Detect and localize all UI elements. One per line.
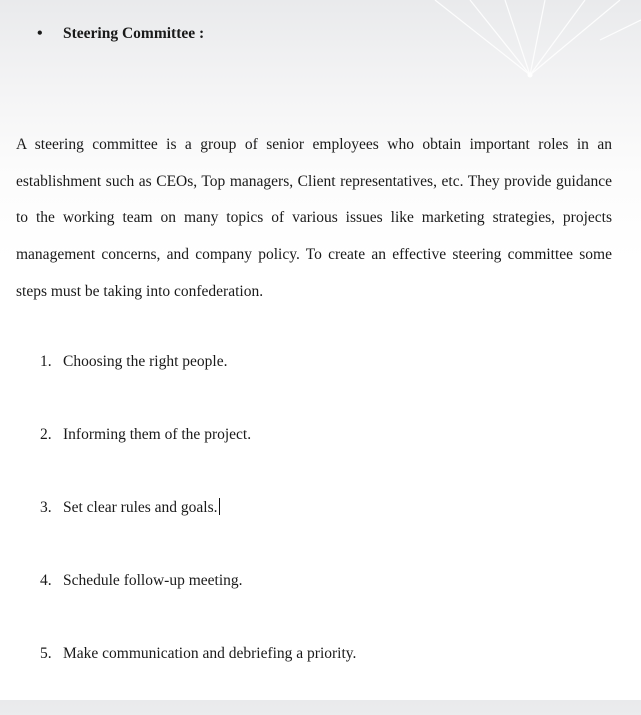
- description-paragraph: A steering committee is a group of senior employees who obtain important roles in an establishment such as CEOs, Top managers, Client representatives, etc. They provide guidance to the working team on many topics of various issues like marketing strategies, projects management concerns, and company policy. To create an effective steering committee some steps must be taking into confederation.: [16, 136, 612, 300]
- text-cursor: [219, 498, 220, 515]
- list-item-text: [63, 496, 220, 569]
- heading-text: Steering Committee :: [63, 25, 205, 42]
- steps-list: [40, 350, 356, 715]
- bullet-icon: •: [37, 25, 43, 42]
- list-item-text: Choosing the right people.: [63, 353, 228, 370]
- list-item-number: 5.: [40, 645, 52, 662]
- list-item-text-content: Set clear rules and goals.: [63, 499, 218, 516]
- list-item-text: Schedule follow-up meeting.: [63, 572, 243, 589]
- list-item: [40, 496, 356, 569]
- list-item: [40, 423, 356, 496]
- list-item: [40, 350, 356, 423]
- list-item: [40, 569, 356, 642]
- list-item-number: 4.: [40, 572, 52, 589]
- section-heading: [37, 24, 204, 44]
- list-item: [40, 642, 356, 715]
- list-item-number: 1.: [40, 353, 52, 370]
- list-item-number: 3.: [40, 499, 52, 516]
- list-item-text: Informing them of the project.: [63, 426, 252, 443]
- list-item-text: Make communication and debriefing a priority.: [63, 645, 357, 662]
- list-item-number: 2.: [40, 426, 52, 443]
